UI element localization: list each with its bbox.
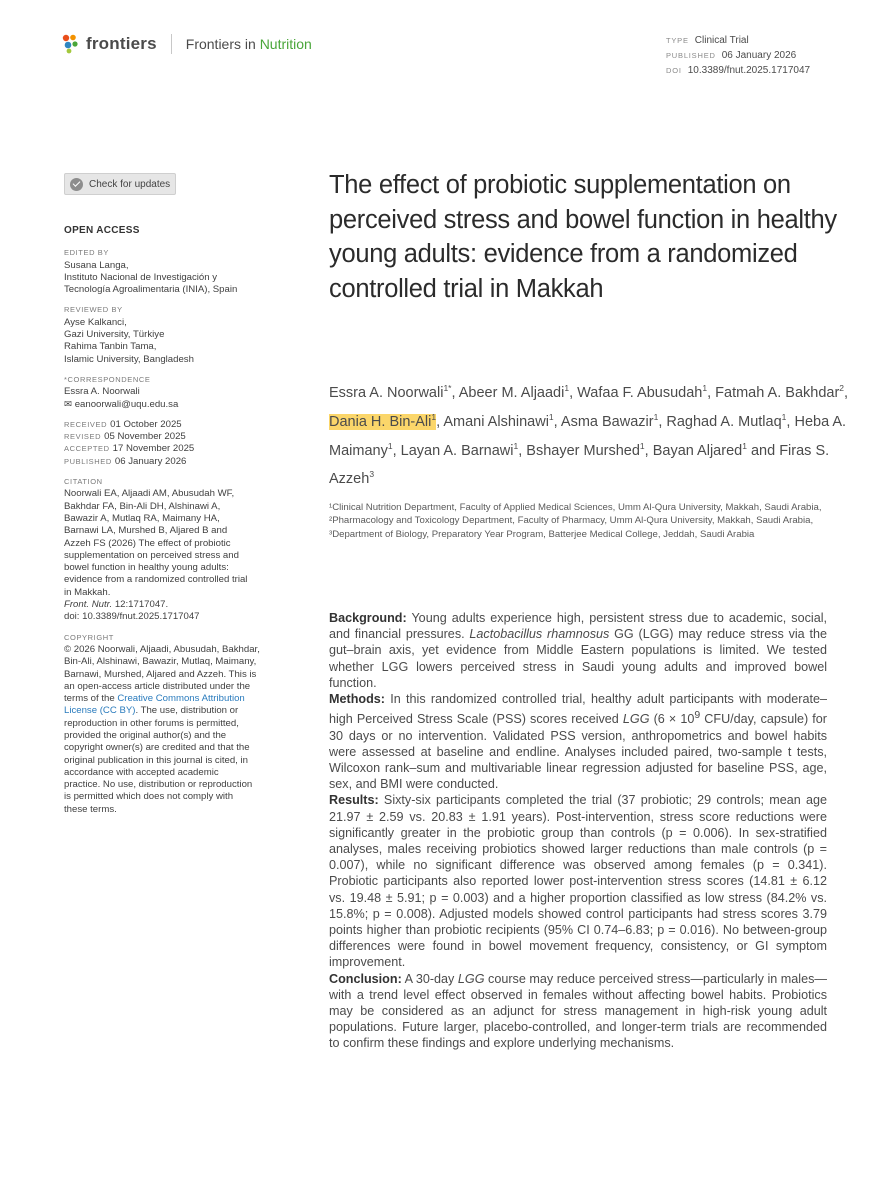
author-affiliation-marker: 1 [742,440,747,451]
sidebar-line: copyright owner(s) are credited and that the [64,742,250,754]
copyright-list-b [64,718,290,816]
sidebar-line: Instituto Nacional de Investigación y [64,271,218,283]
citation-doi[interactable]: doi: 10.3389/fnut.2025.1717047 [64,611,200,623]
meta-published-value: 06 January 2026 [721,50,797,61]
sidebar-line: Bin-Ali, Alshinawi, Bawazir, Mutlaq, Maimany, [64,656,257,668]
author-name[interactable]: Amani Alshinawi [443,413,549,430]
journal-name-accent: Nutrition [259,36,312,52]
sidebar-line: supplementation on perceived stress and [64,549,239,561]
results-text: Sixty-six participants completed the trial (37 probiotic; 29 controls; mean age 21.97 ± 2.59 vs. 20.83 ± 1.91 years). Post-intervention, stress score reductions were significantly greater in the probiotic group than controls (p = 0.006). In sex-stratified analyses, males receiving probiotics showed larger reductions than male controls (p = 0.007), while no significant difference was observed among females (p = 0.341). Probiotic participants also reported lower post-intervention stress scores (14.81 ± 6.12 vs. 19.48 ± 5.91; p = 0.003) and a higher proportion classified as low stress (84.2% vs. 15.8%; p = 0.008). Adjusted models showed control participants had stress scores 3.79 points higher than probiotic recipients (95% CI 0.74–6.83; p = 0.016). No between-group differences were found in bowel movement frequency, consistency, or GI symptom improvement. [329,793,827,970]
logo-divider [171,34,172,54]
check-icon [70,178,83,191]
sidebar-line: terms of the [64,693,118,705]
author-affiliation-marker: 2 [839,383,845,393]
author-name[interactable]: Asma Bawazir [560,413,654,430]
sidebar-line: Tecnología Agroalimentaria (INIA), Spain [64,284,238,296]
abstract-results [329,792,827,970]
revised-label: REVISED [64,432,102,442]
citation-heading: CITATION [64,477,103,487]
sidebar-line: Ayse Kalkanci, [64,316,127,328]
author-list [329,376,849,491]
meta-type-label: TYPE [666,36,689,45]
check-for-updates-button[interactable] [64,173,176,195]
citation-list [64,488,290,599]
revised-date [64,431,290,443]
author-separator: , [518,442,527,459]
logo-text: frontiers [86,34,157,53]
meta-type-value: Clinical Trial [694,35,749,46]
author-separator: , [844,384,849,401]
accepted-value: 17 November 2025 [112,443,195,455]
results-label: Results: [329,793,379,808]
author-name[interactable]: Bshayer Murshed [526,442,640,459]
sidebar-line: Susana Langa, [64,259,129,271]
methods-label: Methods: [329,692,385,707]
sidebar-line: an open-access article distributed under the [64,680,251,692]
methods-dose: (6 × 10 [649,712,695,727]
sidebar-line: is permitted which does not comply with [64,791,234,803]
journal-name [186,36,312,52]
author-affiliation-marker: 1 [513,440,519,451]
author-name[interactable]: Bayan Aljared [652,442,743,459]
conclusion-text-2: course may reduce perceived stress—particularly in males—with a trend level effect observed in females without affecting bowel habits. Probiotics may be considered as an adjunct for stress management in high-risk young adult populations. Future larger, placebo-controlled, and longer-term trials are recommended to confirm these findings and explore underlying mechanisms. [329,971,827,1051]
highlighted-author [329,411,437,430]
sidebar-line: Gazi University, Türkiye [64,329,165,341]
published-value: 06 January 2026 [114,455,187,467]
conclusion-text-1: A 30-day [401,971,458,986]
author-name[interactable]: Essra A. Noorwali [329,384,444,401]
sidebar-line: Rahima Tanbin Tama, [64,341,157,353]
author-separator: , [786,413,795,430]
methods-text-1: In this randomized controlled trial, healthy adult participants with moderate–high Perceived Stress Scale (PSS) scores received [329,692,827,727]
license-link[interactable]: Creative Commons Attribution [117,693,245,705]
open-access-label: OPEN ACCESS [64,225,140,236]
copyright-after-link: . The use, distribution or [135,705,239,717]
sidebar-line: accordance with accepted academic [64,766,219,778]
citation-volume: 12:1717047. [112,599,169,611]
author-separator: , [658,413,667,430]
meta-published-label: PUBLISHED [666,51,716,60]
abstract [329,610,827,1052]
author-separator: and [746,442,780,459]
accepted-label: ACCEPTED [64,444,110,454]
author-separator: , [436,413,444,430]
methods-exponent: 9 [694,709,701,722]
journal-name-prefix: Frontiers in [185,36,260,52]
frontiers-logo[interactable] [62,34,312,54]
accepted-date [64,443,290,455]
dates-block [64,419,290,468]
sidebar-line: Barnawi LA, Murshed B, Aljared B and [64,525,228,537]
abstract-background [329,610,827,691]
sidebar-line: in Makkah. [64,586,111,598]
author-name[interactable]: Fatmah A. Bakhdar [715,384,840,401]
received-value: 01 October 2025 [110,418,182,430]
sidebar-line: Barnawi, Murshed, Aljared and Azzeh. This is [64,668,257,680]
author-name[interactable]: Abeer M. Aljaadi [458,384,565,401]
author-separator: , [451,384,459,401]
reviewed-by-list [64,317,290,366]
reviewed-by-heading: REVIEWED BY [64,305,123,315]
sidebar-line: © 2026 Noorwali, Aljaadi, Abusudah, Bakhdar, [64,643,260,655]
article-title: The effect of probiotic supplementation on perceived stress and bowel function in healthy young adults: evidence from a randomized controlled trial in Makkah [329,171,837,303]
author-name[interactable]: Dania H. Bin-Ali [329,413,432,430]
meta-type [666,33,810,48]
license-link-cc-by[interactable]: License (CC BY) [64,705,136,717]
citation-journal: Front. Nutr. [64,599,113,611]
received-date [64,419,290,431]
background-species: Lactobacillus rhamnosus [469,627,610,642]
background-label: Background: [329,611,407,625]
frontiers-logo-icon [62,34,80,54]
sidebar-line: original publication in this journal is cited, in [64,754,248,766]
sidebar-line: provided the original author(s) and the [64,729,227,741]
author-name[interactable]: Raghad A. Mutlaq [666,413,782,430]
sidebar-line: bowel function in healthy young adults: [64,562,229,574]
correspondence-name: Essra A. Noorwali [64,386,140,398]
copyright-heading: COPYRIGHT [64,632,114,642]
author-name[interactable]: Wafaa F. Abusudah [577,384,703,401]
affiliations: ¹Clinical Nutrition Department, Faculty of Applied Medical Sciences, Umm Al-Qura University, Makkah, Saudi Arabia, ²Pharmacology and Toxicology Department, Faculty of Pharmacy, Umm Al-Qura University, Makkah, Saudi Arabia, ³Department of Biology, Preparatory Year Program, Batterjee Medical College, Jeddah, Saudi Arabia [329,502,822,540]
meta-published [666,48,810,63]
sidebar-line: Noorwali EA, Aljaadi AM, Abusudah WF, [64,488,235,500]
author-affiliation-marker: 1 [387,440,393,451]
author-separator: , [553,413,561,430]
author-affiliation-marker: 1* [443,383,452,393]
copyright-list-a [64,644,290,718]
author-affiliation-marker: 1 [653,411,659,422]
correspondence-email[interactable]: ✉ eanoorwali@uqu.edu.sa [64,398,179,410]
conclusion-label: Conclusion: [329,971,402,986]
check-for-updates-label: Check for updates [89,178,171,190]
sidebar-line: reproduction in other forums is permitted, [64,717,239,729]
sidebar-line: these terms. [64,803,117,815]
author-name[interactable]: Firas S. Azzeh [329,442,830,488]
sidebar-line: Bawazir A, Mutlaq RA, Maimany HA, [64,512,220,524]
sidebar-line: Azzeh FS (2026) The effect of probiotic [64,537,231,549]
citation-journal-line [64,599,290,611]
license-line [64,705,290,717]
abstract-methods [329,691,827,792]
author-affiliation-marker: 1 [548,411,554,422]
methods-text-2: CFU/day, capsule) for 30 days or no intervention. Validated PSS version, anthropometrics and bowel habits were assessed at baseline and endline. Analyses included paired, two-sample t tests, Wilcoxon rank–sum and multivariable linear regression adjusted for baseline PSS, age, sex, and BMI were conducted. [329,712,827,792]
author-name[interactable]: Heba A. Maimany [329,413,847,459]
author-separator: , [569,384,578,401]
sidebar-line: Bakhdar FA, Bin-Ali DH, Alshinawi A, [64,500,221,512]
author-affiliation-marker: 1 [702,383,708,393]
edited-by-list [64,260,290,297]
background-text-2: GG (LGG) may reduce stress via the gut–brain axis, yet evidence from Middle Eastern populations is limited. We tested whether LGG lowers perceived stress in Saudi young adults and improved bowel function. [329,627,827,690]
meta-doi-label: DOI [666,66,682,75]
received-label: RECEIVED [64,419,108,429]
published-date [64,456,290,468]
background-text-1: Young adults experience high, persistent stress due to academic, social, and financial pressures. [329,611,827,642]
author-separator: , [392,442,401,459]
meta-doi-value[interactable]: 10.3389/fnut.2025.1717047 [687,65,811,76]
author-affiliation-marker: 1 [564,383,570,393]
author-affiliation-marker: 3 [369,469,375,480]
article-meta [666,33,810,78]
author-separator: , [644,442,653,459]
methods-lgg: LGG [622,712,650,727]
abstract-conclusion [329,971,827,1052]
author-affiliation-marker: 1 [431,411,437,422]
sidebar [64,225,290,816]
author-affiliation-marker: 1 [639,440,645,451]
sidebar-line: Islamic University, Bangladesh [64,353,194,365]
meta-doi [666,63,810,78]
revised-value: 05 November 2025 [104,431,186,443]
sidebar-line: practice. No use, distribution or reproduction [64,779,253,791]
author-separator: , [707,384,716,401]
correspondence-heading: *CORRESPONDENCE [64,374,151,384]
conclusion-lgg: LGG [457,971,485,986]
author-name[interactable]: Layan A. Barnawi [400,442,514,459]
sidebar-line: evidence from a randomized controlled trial [64,574,248,586]
author-affiliation-marker: 1 [781,411,787,422]
edited-by-heading: EDITED BY [64,248,109,258]
published-label: PUBLISHED [64,456,112,466]
